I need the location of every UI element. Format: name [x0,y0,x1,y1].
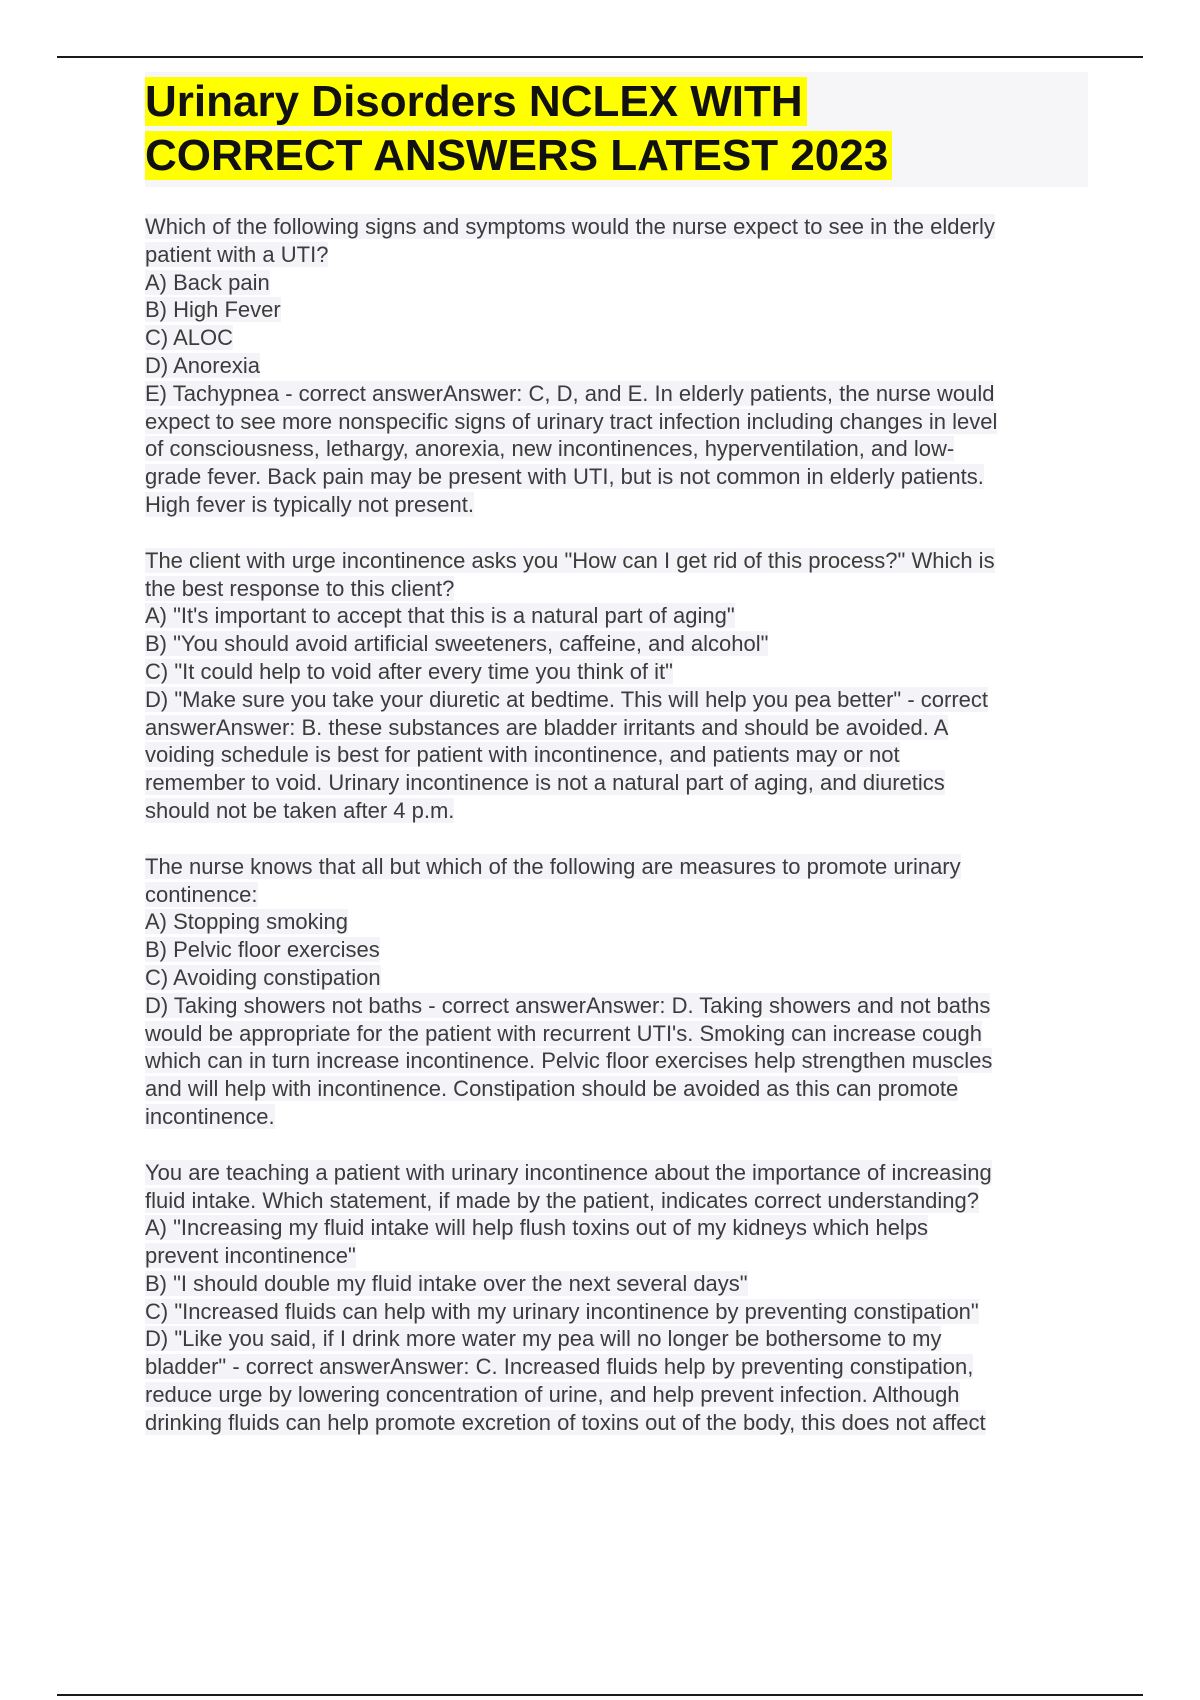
question-text: fluid intake. Which statement, if made by the patient, indicates correct understanding? [145,1187,980,1213]
question-text: which can in turn increase incontinence. Pelvic floor exercises help strengthen muscles [145,1048,993,1074]
question-text: should not be taken after 4 p.m. [145,797,455,823]
question-text-line [145,908,1090,936]
question-text: remember to void. Urinary incontinence is not a natural part of aging, and diuretics [145,770,945,796]
question-text-line [145,1242,1090,1270]
question-text: You are teaching a patient with urinary incontinence about the importance of increasing [145,1159,992,1185]
question-text: of consciousness, lethargy, anorexia, new incontinences, hyperventilation, and low- [145,436,955,462]
question-text: expect to see more nonspecific signs of urinary tract infection including changes in level [145,408,998,434]
document-page [145,72,1090,1465]
question-text: D) "Like you said, if I drink more water my pea will no longer be bothersome to my [145,1326,942,1352]
question-text-line [145,324,1090,352]
question-text: A) Back pain [145,269,270,295]
question-block [145,547,1090,825]
document-title [145,75,1088,183]
question-text-line [145,575,1090,603]
question-block [145,213,1090,519]
question-list [145,213,1090,1437]
question-text-line [145,408,1090,436]
question-text: continence: [145,881,258,907]
question-text-line [145,686,1090,714]
question-text: C) "Increased fluids can help with my urinary incontinence by preventing constipation" [145,1298,979,1324]
title-block [145,72,1088,187]
question-text: bladder" - correct answerAnswer: C. Increased fluids help by preventing constipation, [145,1354,974,1380]
title-line-2: CORRECT ANSWERS LATEST 2023 [145,131,892,180]
question-text: B) "You should avoid artificial sweeteners, caffeine, and alcohol" [145,631,769,657]
question-text-line [145,936,1090,964]
question-text-line [145,714,1090,742]
question-text-line [145,1298,1090,1326]
question-block [145,853,1090,1131]
question-text-line [145,1187,1090,1215]
question-text: answerAnswer: B. these substances are bladder irritants and should be avoided. A [145,714,949,740]
question-text: C) ALOC [145,325,234,351]
question-text-line [145,881,1090,909]
question-text: drinking fluids can help promote excretion of toxins out of the body, this does not affect [145,1409,986,1435]
question-text: B) Pelvic floor exercises [145,937,380,963]
question-text: Which of the following signs and symptoms would the nurse expect to see in the elderly [145,214,995,239]
question-text-line [145,213,1090,241]
question-block [145,1159,1090,1437]
question-text-line [145,435,1090,463]
question-text-line [145,964,1090,992]
question-text-line [145,352,1090,380]
question-text: A) "It's important to accept that this is a natural part of aging" [145,603,735,629]
question-text: incontinence. [145,1103,275,1129]
question-text-line [145,1325,1090,1353]
question-text-line [145,1409,1090,1437]
question-text-line [145,380,1090,408]
question-text: B) High Fever [145,297,281,323]
question-text-line [145,1353,1090,1381]
question-text: B) "I should double my fluid intake over the next several days" [145,1270,748,1296]
question-text: C) "It could help to void after every time you think of it" [145,658,673,684]
question-text: prevent incontinence" [145,1243,356,1269]
question-text-line [145,741,1090,769]
question-text-line [145,602,1090,630]
question-text: D) "Make sure you take your diuretic at bedtime. This will help you pea better" - correct [145,686,989,712]
question-text-line [145,630,1090,658]
question-text-line [145,491,1090,519]
question-text-line [145,1381,1090,1409]
question-text: High fever is typically not present. [145,491,474,517]
question-text-line [145,1020,1090,1048]
question-text-line [145,992,1090,1020]
question-text-line [145,296,1090,324]
question-text-line [145,463,1090,491]
question-text-line [145,1047,1090,1075]
question-text: A) Stopping smoking [145,909,348,935]
question-text: The client with urge incontinence asks you "How can I get rid of this process?" Which is [145,547,995,573]
question-text: the best response to this client? [145,575,455,601]
question-text: voiding schedule is best for patient with incontinence, and patients may or not [145,742,900,768]
question-text-line [145,1214,1090,1242]
top-rule [57,56,1143,58]
question-text: E) Tachypnea - correct answerAnswer: C, D, and E. In elderly patients, the nurse would [145,380,995,406]
question-text: C) Avoiding constipation [145,964,381,990]
question-text-line [145,241,1090,269]
question-text: patient with a UTI? [145,241,329,267]
question-text-line [145,269,1090,297]
question-text-line [145,853,1090,881]
question-text-line [145,658,1090,686]
question-text: reduce urge by lowering concentration of urine, and help prevent infection. Although [145,1382,960,1408]
question-text: and will help with incontinence. Constipation should be avoided as this can promote [145,1076,959,1102]
title-line-1: Urinary Disorders NCLEX WITH [145,77,807,126]
question-text-line [145,797,1090,825]
question-text-line [145,547,1090,575]
question-text-line [145,1103,1090,1131]
question-text: The nurse knows that all but which of the following are measures to promote urinary [145,853,961,879]
question-text: grade fever. Back pain may be present with UTI, but is not common in elderly patients. [145,464,984,490]
question-text-line [145,1159,1090,1187]
question-text: D) Taking showers not baths - correct answerAnswer: D. Taking showers and not baths [145,992,991,1018]
question-text: D) Anorexia [145,352,260,378]
question-text: would be appropriate for the patient with recurrent UTI's. Smoking can increase cough [145,1020,982,1046]
question-text-line [145,1270,1090,1298]
question-text: A) "Increasing my fluid intake will help flush toxins out of my kidneys which helps [145,1215,929,1241]
question-text-line [145,1075,1090,1103]
question-text-line [145,769,1090,797]
bottom-rule [57,1694,1143,1696]
